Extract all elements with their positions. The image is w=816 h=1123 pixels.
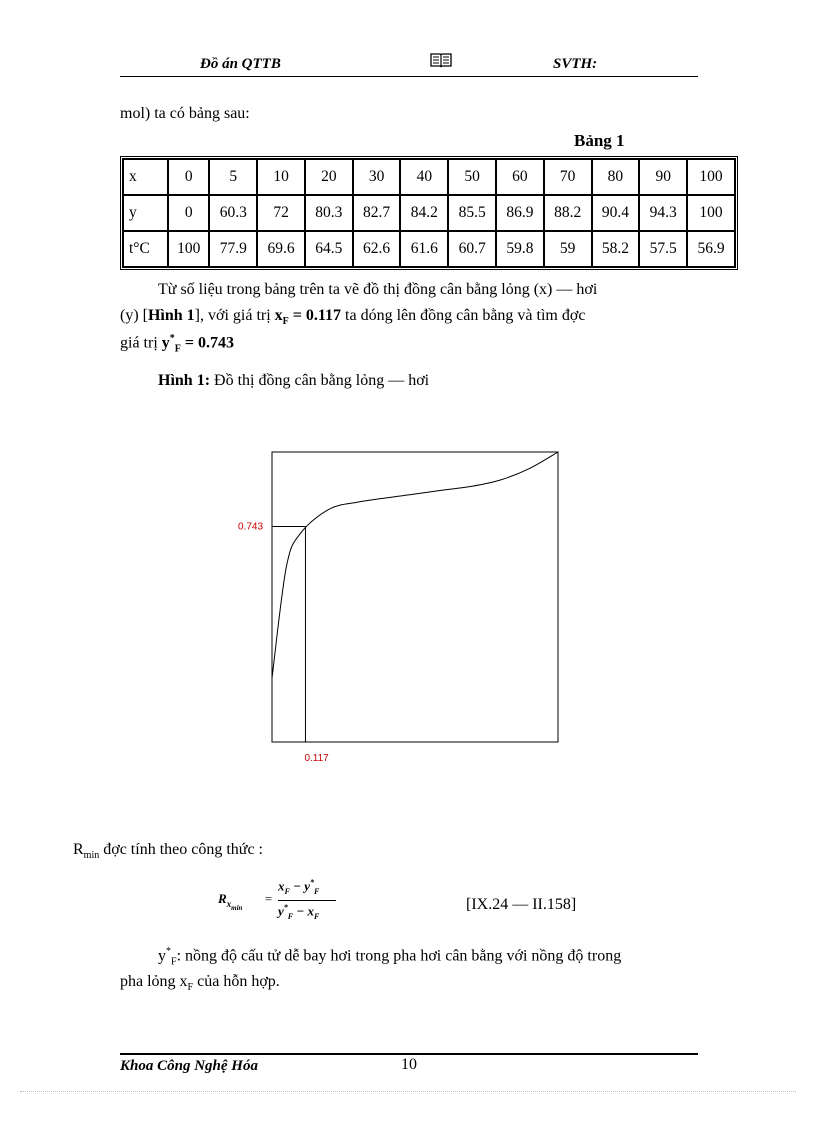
- table-cell: 77.9: [209, 231, 257, 267]
- formula-num-sub: F: [284, 886, 290, 896]
- def-text: pha lỏng x: [120, 973, 188, 990]
- def-text: : nồng độ cấu tử dễ bay hơi trong pha hơi cân bằng với nồng độ trong: [176, 947, 622, 965]
- def-text: của hỗn hợp.: [193, 973, 280, 990]
- table-cell: 84.2: [400, 195, 448, 231]
- table-cell: 0: [168, 195, 209, 231]
- figure-caption: [158, 372, 429, 390]
- formula-den-sub2: F: [314, 911, 320, 921]
- rmin-subscript: min: [83, 850, 100, 862]
- table-cell: 58.2: [592, 231, 640, 267]
- text-fragment: ], với giá trị: [194, 307, 275, 324]
- def-star: *: [166, 946, 171, 957]
- formula-equals: =: [264, 891, 273, 906]
- fraction-bar: [278, 900, 336, 901]
- data-table: [120, 156, 738, 270]
- header-left: Đồ án QTTB: [200, 56, 281, 72]
- table-cell: 70: [544, 159, 592, 195]
- table-cell: 60.7: [448, 231, 496, 267]
- table-cell: 57.5: [639, 231, 687, 267]
- formula-num-star: *: [310, 878, 314, 887]
- def-sub: F: [187, 982, 194, 994]
- rmin-formula: [218, 878, 338, 928]
- formula-lhs: R: [218, 891, 227, 906]
- table-cell: 40: [400, 159, 448, 195]
- table-cell: 60.3: [209, 195, 257, 231]
- xf-annotation-label: 0.117: [304, 753, 329, 764]
- definition-line-2: [120, 973, 280, 993]
- table-cell: 100: [687, 195, 735, 231]
- chart-frame: [272, 452, 558, 742]
- table-cell: 82.7: [353, 195, 401, 231]
- table-cell: 69.6: [257, 231, 305, 267]
- xf-value: = 0.117: [288, 307, 342, 324]
- text-fragment: (y) [: [120, 307, 148, 324]
- def-sub: F: [171, 956, 177, 968]
- table-row: [123, 195, 735, 231]
- paragraph-line-3: [120, 333, 234, 355]
- table-cell: 72: [257, 195, 305, 231]
- xf-subscript: F: [282, 316, 289, 328]
- table-cell: 85.5: [448, 195, 496, 231]
- formula-num-x: x: [278, 878, 285, 894]
- table-cell: 60: [496, 159, 544, 195]
- open-book-icon: [430, 52, 452, 72]
- table-row-label: t°C: [123, 231, 168, 267]
- rmin-sentence: [73, 841, 263, 861]
- formula-lhs-sub: x: [226, 898, 232, 909]
- definition-line-1: [158, 946, 621, 968]
- intro-text: mol) ta có bảng sau:: [120, 105, 250, 122]
- formula-lhs-subsub: min: [231, 903, 243, 912]
- figure-caption-label: Hình 1:: [158, 372, 211, 389]
- table-cell: 86.9: [496, 195, 544, 231]
- table-row: [123, 159, 735, 195]
- table-cell: 62.6: [353, 231, 401, 267]
- text-fragment: giá trị: [120, 334, 162, 352]
- table-row-label: y: [123, 195, 168, 231]
- table-cell: 0: [168, 159, 209, 195]
- page-bottom-border: [20, 1091, 796, 1092]
- table-cell: 64.5: [305, 231, 353, 267]
- table-cell: 90.4: [592, 195, 640, 231]
- table-cell: 94.3: [639, 195, 687, 231]
- table-cell: 50: [448, 159, 496, 195]
- table-cell: 56.9: [687, 231, 735, 267]
- footer-rule: [120, 1053, 698, 1055]
- table-title: Bảng 1: [574, 131, 625, 150]
- footer-left: Khoa Công Nghệ Hóa: [120, 1058, 258, 1074]
- formula-num-sub2: F: [314, 886, 320, 896]
- table-cell: 20: [305, 159, 353, 195]
- table-cell: 30: [353, 159, 401, 195]
- yf-annotation-label: 0.743: [238, 521, 264, 533]
- table-row-label: x: [123, 159, 168, 195]
- table-cell: 100: [687, 159, 735, 195]
- header-right: SVTH:: [553, 56, 598, 72]
- table-cell: 59.8: [496, 231, 544, 267]
- table-cell: 5: [209, 159, 257, 195]
- yf-star: *: [169, 333, 175, 344]
- formula-numerator: [278, 878, 319, 896]
- paragraph-line-1: Từ số liệu trong bảng trên ta vẽ đồ thị đồng cân bằng lỏng (x) — hơi: [158, 281, 598, 298]
- xf-symbol: x: [274, 307, 283, 324]
- table-cell: 61.6: [400, 231, 448, 267]
- yf-subscript: F: [174, 343, 181, 355]
- formula-den-star: *: [283, 903, 288, 912]
- formula-num-y: − y: [289, 878, 310, 894]
- table-cell: 80: [592, 159, 640, 195]
- equilibrium-curve: [272, 452, 558, 678]
- rmin-text: đợc tính theo công thức :: [99, 841, 263, 858]
- formula-reference: [IX.24 — II.158]: [466, 896, 577, 913]
- yf-value: = 0.743: [180, 334, 234, 352]
- def-y: y: [158, 947, 166, 965]
- table-cell: 90: [639, 159, 687, 195]
- formula-den-y: y: [278, 903, 284, 919]
- rmin-symbol: R: [73, 841, 84, 858]
- figure-ref: Hình 1: [147, 307, 195, 324]
- yf-symbol: y: [161, 334, 170, 352]
- header-rule: [120, 76, 698, 77]
- table-cell: 100: [168, 231, 209, 267]
- formula-den-sub: F: [287, 911, 294, 921]
- formula-den-x: − x: [293, 903, 315, 919]
- paragraph-line-2: [120, 307, 585, 327]
- formula-denominator: [278, 903, 319, 921]
- table-row: [123, 231, 735, 267]
- table-cell: 10: [257, 159, 305, 195]
- text-fragment: ta dóng lên đồng cân bằng và tìm đợc: [341, 307, 586, 324]
- figure-caption-text: Đồ thị đồng cân bằng lỏng — hơi: [210, 372, 430, 389]
- table-cell: 59: [544, 231, 592, 267]
- page-number: 10: [401, 1056, 417, 1073]
- table-cell: 80.3: [305, 195, 353, 231]
- table-cell: 88.2: [544, 195, 592, 231]
